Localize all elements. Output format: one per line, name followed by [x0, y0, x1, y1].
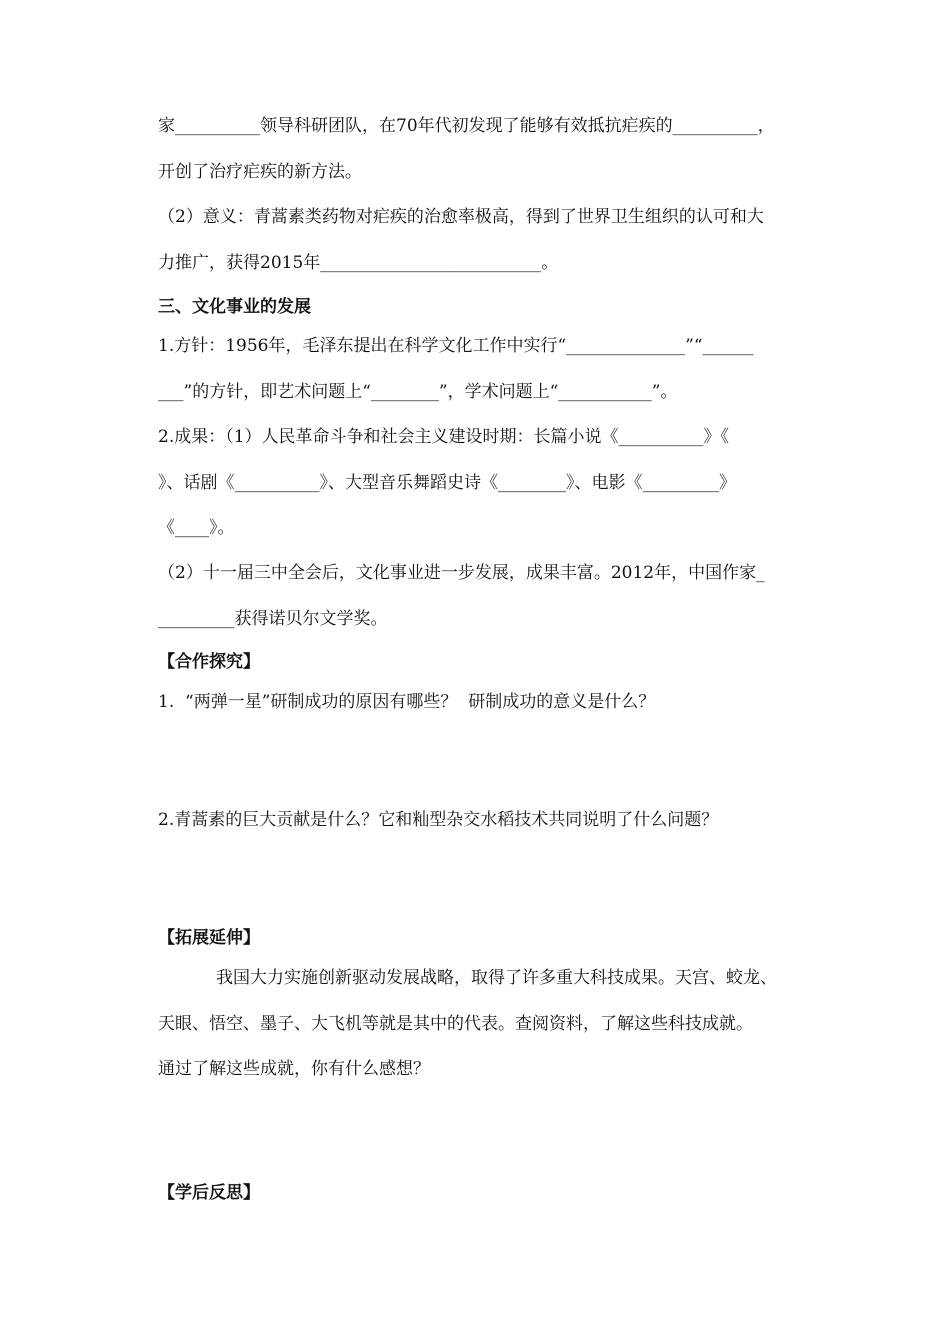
- text-line: 家__________领导科研团队，在70年代初发现了能够有效抵抗疟疾的__________，: [158, 116, 775, 136]
- text-line: 开创了治疗疟疾的新方法。: [158, 162, 362, 182]
- text-line: 2.成果：（1）人民革命斗争和社会主义建设时期：长篇小说《__________》《: [158, 427, 730, 447]
- section-heading-reflection: 【学后反思】: [158, 1183, 260, 1203]
- text-line: 《____》。: [158, 518, 235, 538]
- question-1: 1. “两弹一星”研制成功的原因有哪些？ 研制成功的意义是什么？: [158, 692, 656, 712]
- text-line: 通过了解这些成就，你有什么感想？: [158, 1059, 430, 1079]
- text-line: 我国大力实施创新驱动发展战略，取得了许多重大科技成果。天宫、蛟龙、: [216, 968, 777, 988]
- section-heading-extension: 【拓展延伸】: [158, 928, 260, 948]
- section-heading: 三、文化事业的发展: [158, 297, 311, 317]
- question-2: 2.青蒿素的巨大贡献是什么？它和籼型杂交水稻技术共同说明了什么问题？: [158, 810, 719, 830]
- text-line: _________获得诺贝尔文学奖。: [158, 609, 388, 629]
- text-line: 》、话剧《__________》、大型音乐舞蹈史诗《________》、电影《_________》: [158, 473, 736, 493]
- text-line: ___”的方针，即艺术问题上“________”，学术问题上“___________”。: [158, 382, 678, 402]
- text-line: 力推广，获得2015年__________________________。: [158, 253, 559, 273]
- text-line: 1.方针：1956年，毛泽东提出在科学文化工作中实行“______________”“______: [158, 336, 754, 356]
- text-line: （2）十一届三中全会后，文化事业进一步发展，成果丰富。2012年，中国作家_: [158, 563, 765, 583]
- text-line: 天眼、悟空、墨子、大飞机等就是其中的代表。查阅资料，了解这些科技成就。: [158, 1014, 753, 1034]
- text-line: （2）意义：青蒿素类药物对疟疾的治愈率极高，得到了世界卫生组织的认可和大: [158, 207, 764, 227]
- section-heading-cooperation: 【合作探究】: [158, 652, 260, 672]
